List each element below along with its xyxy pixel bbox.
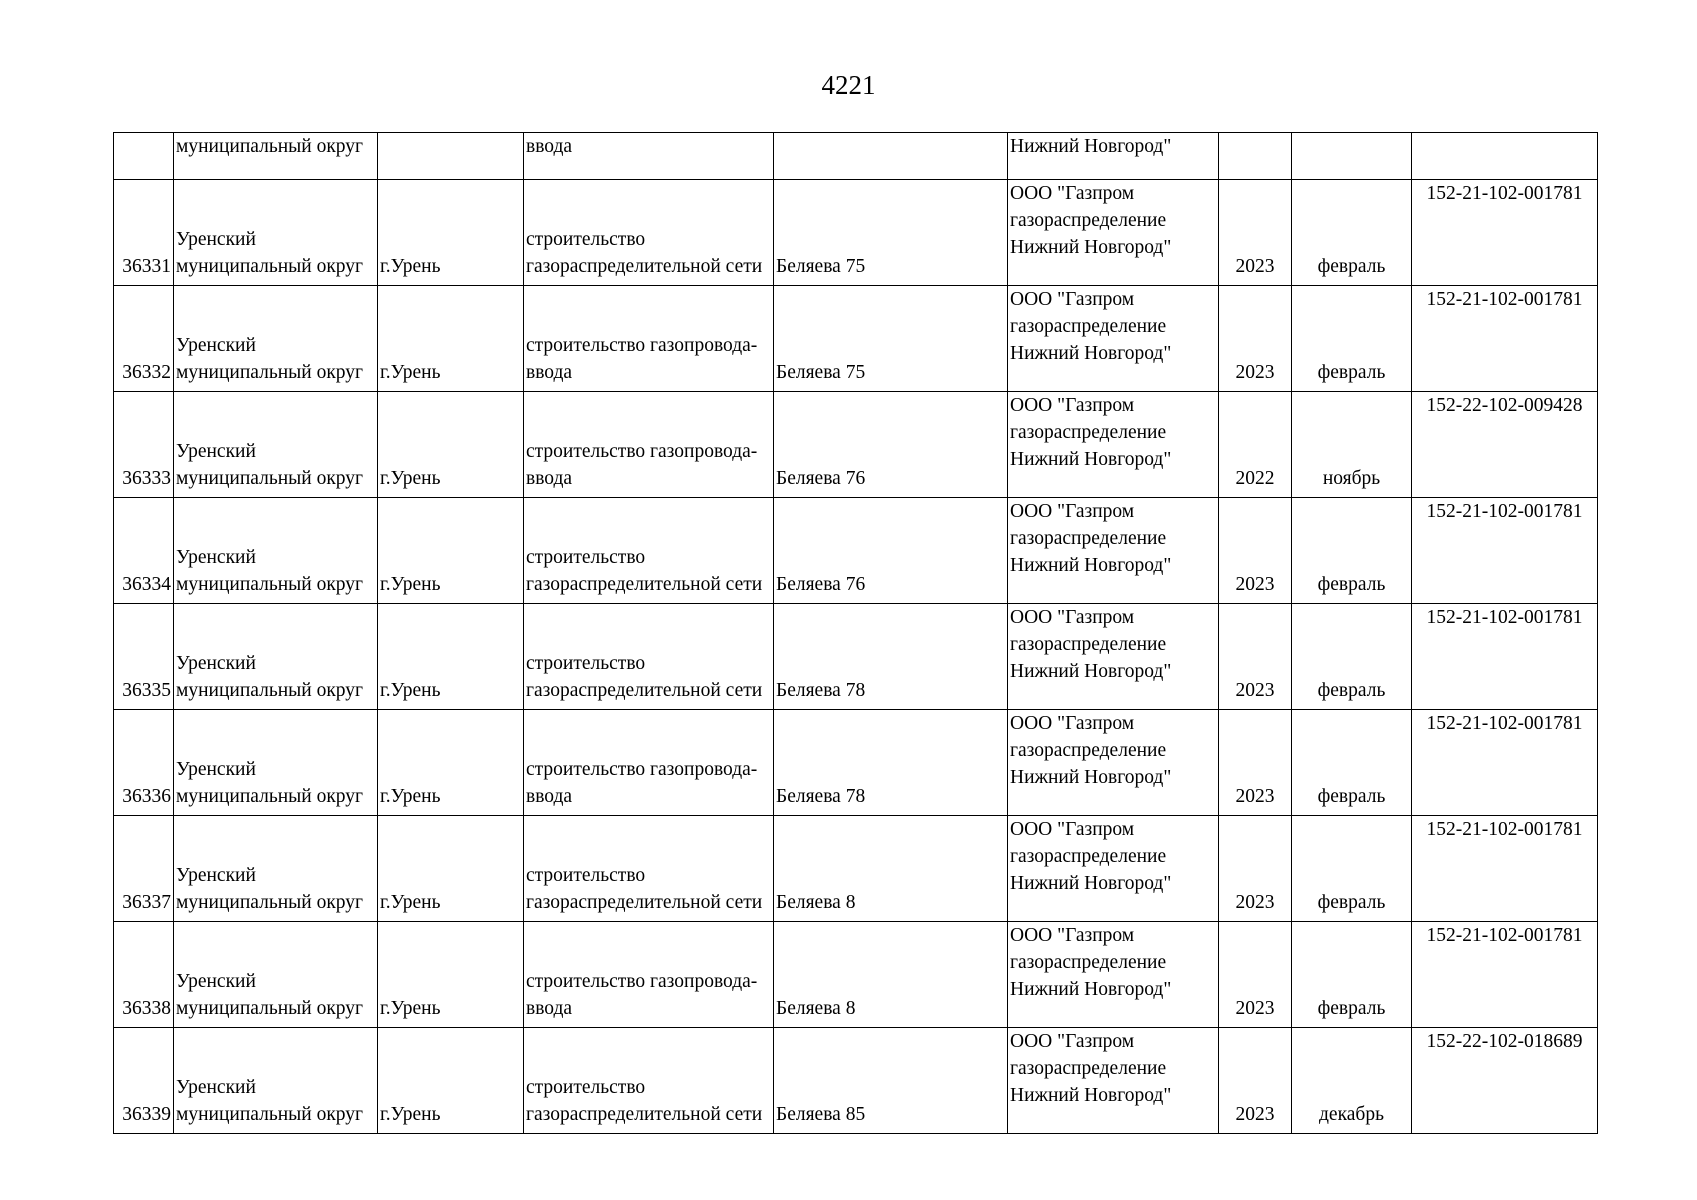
code-cell: 152-21-102-001781 [1412,180,1598,286]
work-type-cell: строительство газопровода-ввода [524,922,774,1028]
work-type-cell: строительство газораспределительной сети [524,816,774,922]
row-number-cell: 36332 [114,286,174,392]
table-row [114,392,1598,498]
district-cell: Уренский муниципальный округ [174,1028,378,1134]
code-cell: 152-21-102-001781 [1412,816,1598,922]
month-cell: февраль [1292,180,1412,286]
address-cell: Беляева 76 [774,498,1008,604]
organization-cell: ООО "Газпром газораспределение Нижний Новгород" [1008,392,1219,498]
table-row [114,1028,1598,1134]
row-number-cell [114,133,174,180]
code-cell: 152-22-102-018689 [1412,1028,1598,1134]
organization-cell: ООО "Газпром газораспределение Нижний Новгород" [1008,922,1219,1028]
row-number-cell: 36331 [114,180,174,286]
month-cell: февраль [1292,286,1412,392]
work-type-cell: строительство газораспределительной сети [524,180,774,286]
row-number-cell: 36336 [114,710,174,816]
locality-cell: г.Урень [378,604,524,710]
row-number-cell: 36339 [114,1028,174,1134]
row-number-cell: 36334 [114,498,174,604]
district-cell: Уренский муниципальный округ [174,816,378,922]
table-row [114,710,1598,816]
district-cell: муниципальный округ [174,133,378,180]
address-cell: Беляева 75 [774,286,1008,392]
work-type-cell: строительство газораспределительной сети [524,604,774,710]
work-type-cell: строительство газопровода-ввода [524,286,774,392]
district-cell: Уренский муниципальный округ [174,286,378,392]
locality-cell: г.Урень [378,286,524,392]
month-cell: ноябрь [1292,392,1412,498]
month-cell: февраль [1292,710,1412,816]
code-cell: 152-21-102-001781 [1412,286,1598,392]
locality-cell: г.Урень [378,816,524,922]
organization-cell: ООО "Газпром газораспределение Нижний Новгород" [1008,1028,1219,1134]
year-cell [1219,133,1292,180]
table-row [114,604,1598,710]
year-cell: 2023 [1219,816,1292,922]
organization-cell: ООО "Газпром газораспределение Нижний Новгород" [1008,604,1219,710]
district-cell: Уренский муниципальный округ [174,604,378,710]
table-row [114,180,1598,286]
organization-cell: ООО "Газпром газораспределение Нижний Новгород" [1008,710,1219,816]
locality-cell: г.Урень [378,922,524,1028]
address-cell: Беляева 76 [774,392,1008,498]
locality-cell: г.Урень [378,392,524,498]
month-cell: декабрь [1292,1028,1412,1134]
organization-cell: Нижний Новгород" [1008,133,1219,180]
code-cell: 152-21-102-001781 [1412,710,1598,816]
code-cell: 152-21-102-001781 [1412,604,1598,710]
address-cell: Беляева 78 [774,710,1008,816]
row-number-cell: 36335 [114,604,174,710]
table-row [114,816,1598,922]
code-cell [1412,133,1598,180]
organization-cell: ООО "Газпром газораспределение Нижний Новгород" [1008,286,1219,392]
month-cell: февраль [1292,816,1412,922]
work-type-cell: строительство газораспределительной сети [524,1028,774,1134]
work-type-cell: ввода [524,133,774,180]
year-cell: 2023 [1219,604,1292,710]
gas-works-table [113,132,1598,1134]
code-cell: 152-22-102-009428 [1412,392,1598,498]
year-cell: 2023 [1219,180,1292,286]
month-cell [1292,133,1412,180]
address-cell: Беляева 78 [774,604,1008,710]
work-type-cell: строительство газопровода-ввода [524,710,774,816]
district-cell: Уренский муниципальный округ [174,710,378,816]
organization-cell: ООО "Газпром газораспределение Нижний Новгород" [1008,816,1219,922]
locality-cell: г.Урень [378,498,524,604]
district-cell: Уренский муниципальный округ [174,180,378,286]
month-cell: февраль [1292,604,1412,710]
address-cell: Беляева 75 [774,180,1008,286]
row-number-cell: 36338 [114,922,174,1028]
district-cell: Уренский муниципальный округ [174,498,378,604]
table-row [114,498,1598,604]
table-row [114,286,1598,392]
row-number-cell: 36337 [114,816,174,922]
locality-cell: г.Урень [378,180,524,286]
table-row-continuation [114,133,1598,180]
year-cell: 2022 [1219,392,1292,498]
code-cell: 152-21-102-001781 [1412,922,1598,1028]
month-cell: февраль [1292,922,1412,1028]
organization-cell: ООО "Газпром газораспределение Нижний Новгород" [1008,498,1219,604]
address-cell: Беляева 8 [774,922,1008,1028]
month-cell: февраль [1292,498,1412,604]
year-cell: 2023 [1219,498,1292,604]
year-cell: 2023 [1219,710,1292,816]
address-cell [774,133,1008,180]
address-cell: Беляева 85 [774,1028,1008,1134]
organization-cell: ООО "Газпром газораспределение Нижний Новгород" [1008,180,1219,286]
district-cell: Уренский муниципальный округ [174,392,378,498]
code-cell: 152-21-102-001781 [1412,498,1598,604]
year-cell: 2023 [1219,1028,1292,1134]
work-type-cell: строительство газораспределительной сети [524,498,774,604]
row-number-cell: 36333 [114,392,174,498]
work-type-cell: строительство газопровода-ввода [524,392,774,498]
year-cell: 2023 [1219,922,1292,1028]
locality-cell: г.Урень [378,1028,524,1134]
page-number: 4221 [821,70,876,100]
locality-cell: г.Урень [378,710,524,816]
address-cell: Беляева 8 [774,816,1008,922]
table-row [114,922,1598,1028]
year-cell: 2023 [1219,286,1292,392]
locality-cell [378,133,524,180]
district-cell: Уренский муниципальный округ [174,922,378,1028]
